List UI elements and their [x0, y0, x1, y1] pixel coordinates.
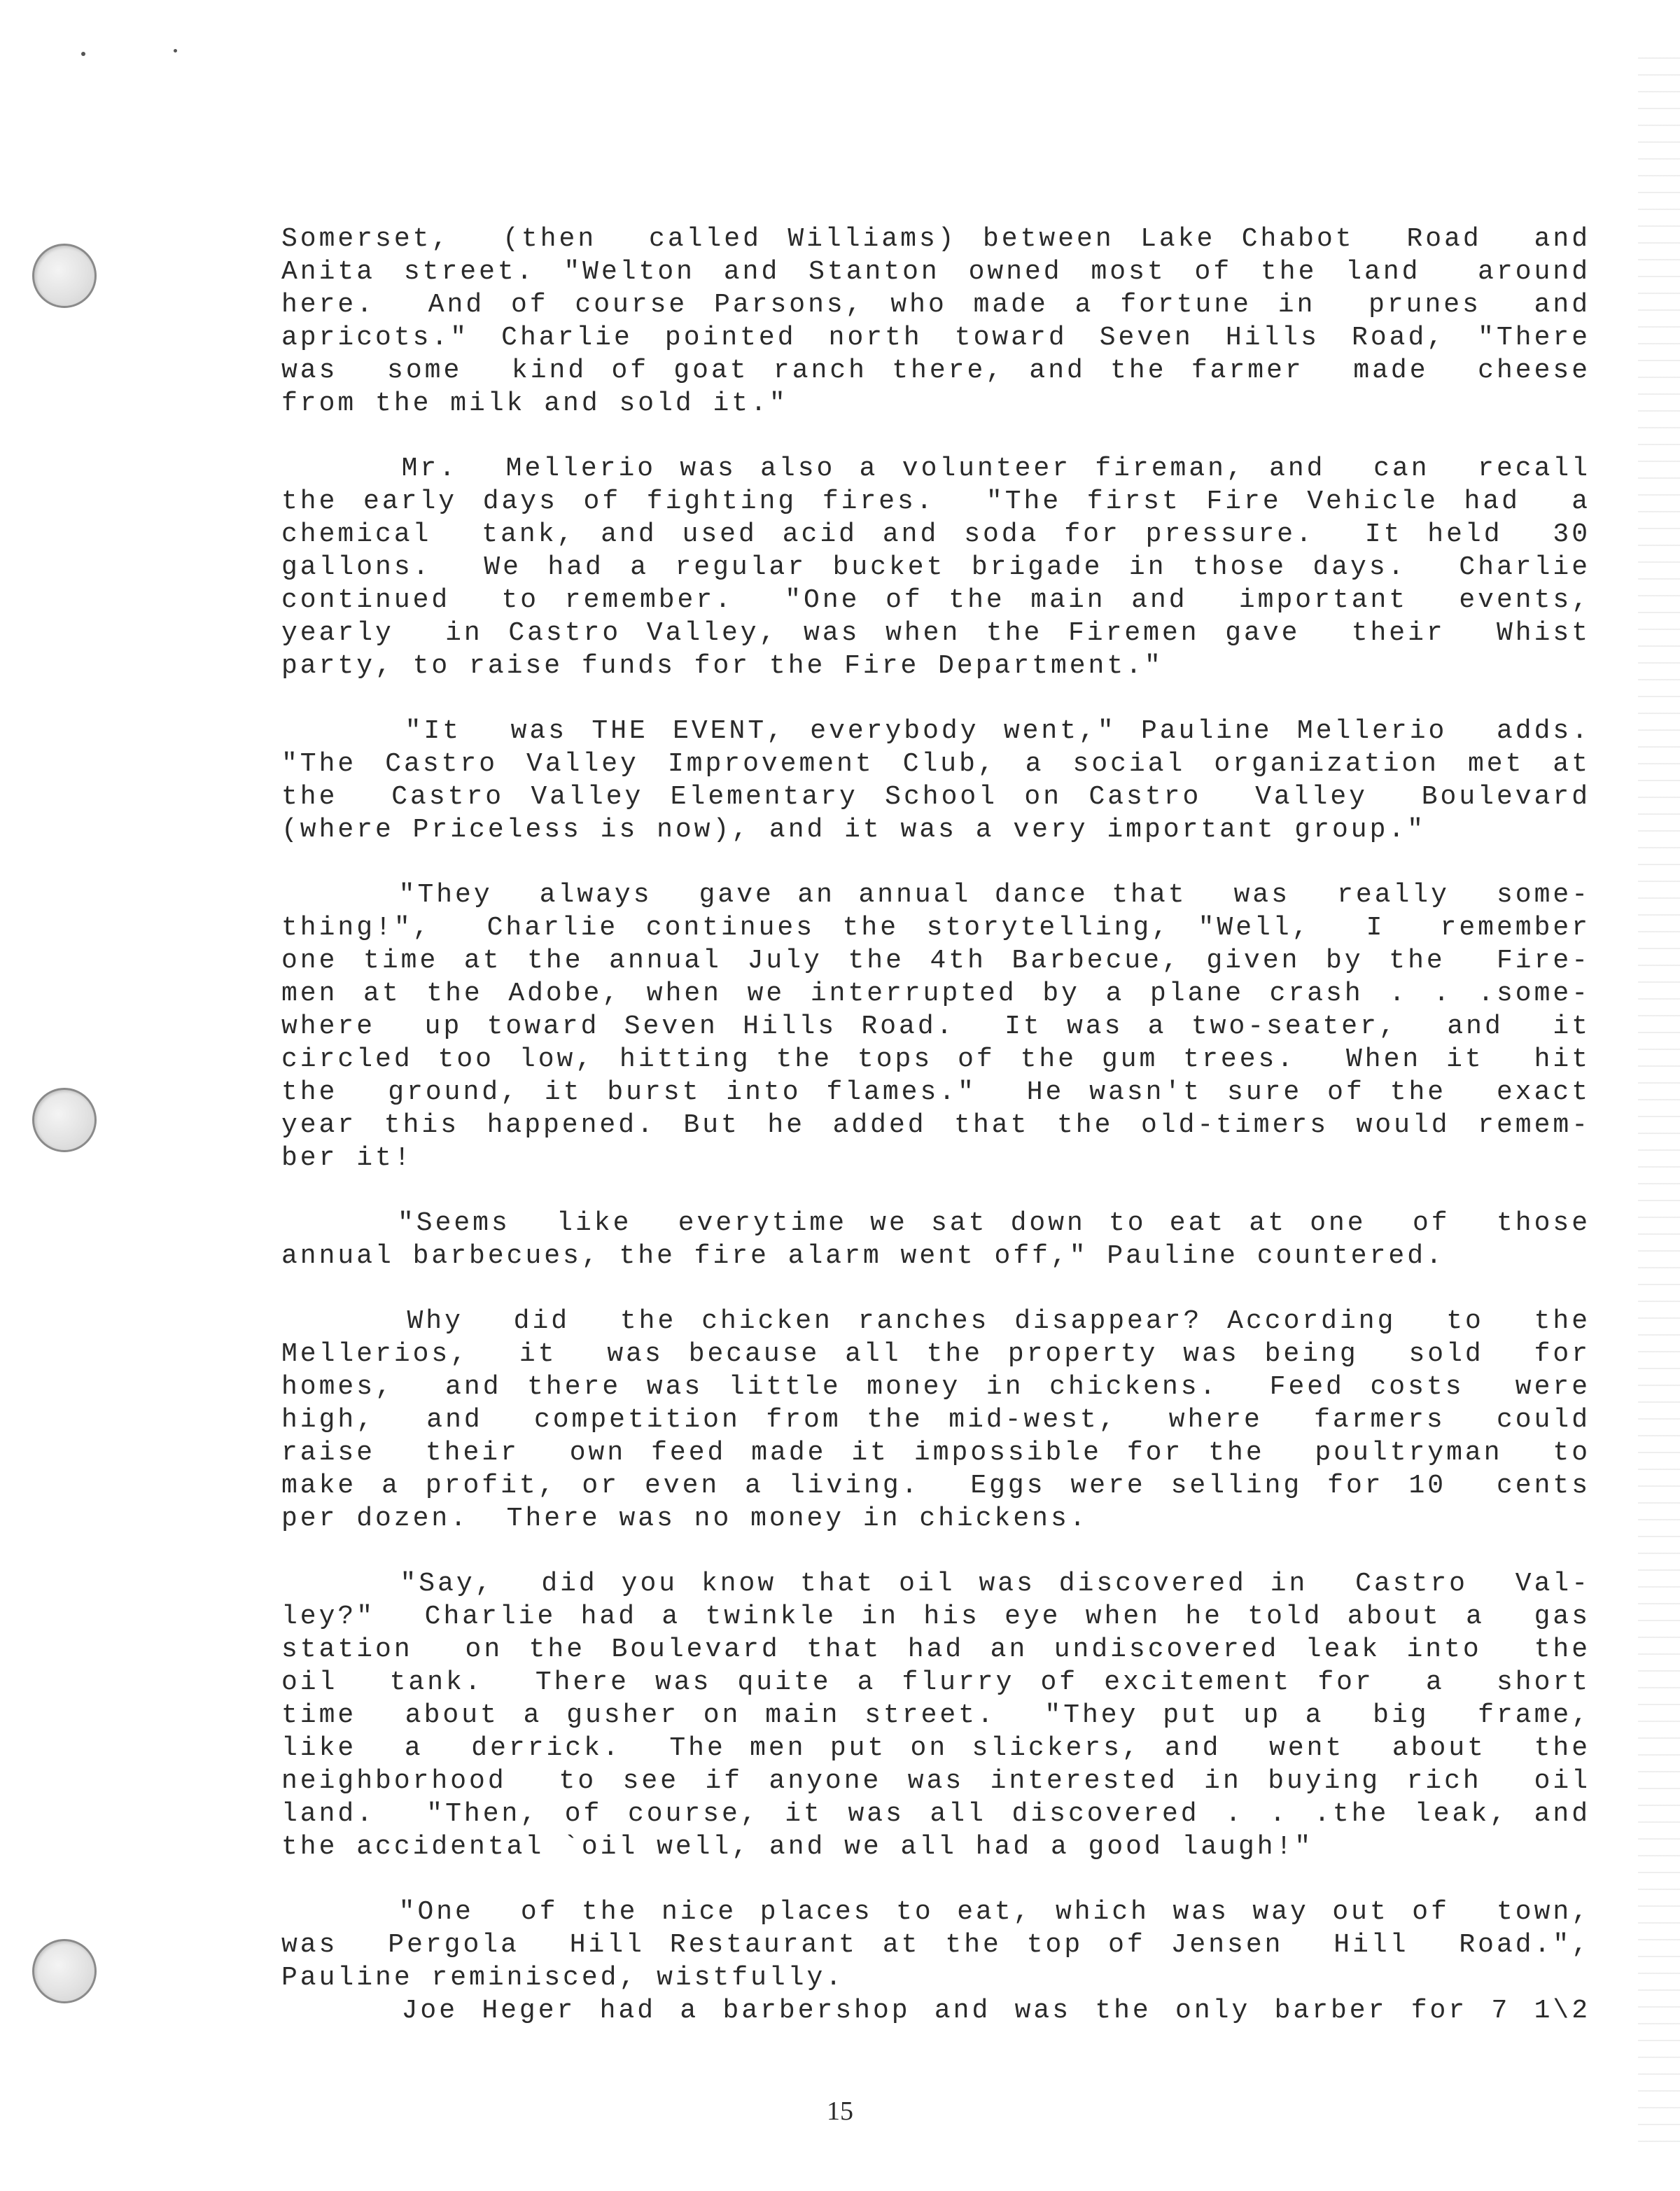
text-line: annual barbecues, the fire alarm went off," Pauline countered. — [281, 1241, 1445, 1271]
text-line: where up toward Seven Hills Road. It was a two-seater, and it — [281, 1011, 1590, 1042]
paragraph-7 — [281, 1567, 1590, 1863]
text-line: "Seems like everytime we sat down to eat at one of those — [281, 1208, 1590, 1238]
text-line: the early days of fighting fires. "The first Fire Vehicle had a — [281, 486, 1590, 517]
paragraph-5 — [281, 1207, 1590, 1273]
scan-edge-shadow — [1638, 42, 1680, 2142]
text-line: time about a gusher on main street. "They put up a big frame, — [281, 1700, 1590, 1730]
text-line: high, and competition from the mid-west, where farmers could — [281, 1405, 1590, 1435]
text-line: ber it! — [281, 1143, 413, 1173]
text-line: the Castro Valley Elementary School on Castro Valley Boulevard — [281, 782, 1590, 812]
text-line: chemical tank, and used acid and soda for pressure. It held 30 — [281, 519, 1590, 550]
text-line: per dozen. There was no money in chickens. — [281, 1504, 1088, 1534]
text-line: the ground, it burst into flames." He wasn't sure of the exact — [281, 1077, 1590, 1107]
scan-speck — [174, 49, 177, 52]
text-line: Mellerios, it was because all the property was being sold for — [281, 1339, 1590, 1369]
text-line: apricots." Charlie pointed north toward Seven Hills Road, "There — [281, 323, 1590, 353]
paragraph-6 — [281, 1305, 1590, 1535]
text-line: "One of the nice places to eat, which was way out of town, — [281, 1897, 1590, 1927]
binder-hole-middle — [32, 1088, 97, 1152]
document-body — [281, 223, 1590, 2027]
binder-hole-top — [32, 244, 97, 308]
text-line: make a profit, or even a living. Eggs were selling for 10 cents — [281, 1471, 1590, 1501]
text-line: neighborhood to see if anyone was interested in buying rich oil — [281, 1766, 1590, 1796]
paragraph-1 — [281, 223, 1590, 420]
text-line: Mr. Mellerio was also a volunteer fireman, and can recall — [281, 454, 1590, 484]
text-line: continued to remember. "One of the main and important events, — [281, 585, 1590, 615]
text-line: Joe Heger had a barbershop and was the only barber for 7 1\2 — [281, 1996, 1590, 2026]
text-line: the accidental `oil well, and we all had a good laugh!" — [281, 1832, 1314, 1862]
text-line: one time at the annual July the 4th Barbecue, given by the Fire- — [281, 946, 1590, 976]
binder-hole-bottom — [32, 1939, 97, 2003]
text-line: land. "Then, of course, it was all discovered . . .the leak, and — [281, 1799, 1590, 1829]
paragraph-3 — [281, 715, 1590, 846]
text-line: circled too low, hitting the tops of the gum trees. When it hit — [281, 1044, 1590, 1074]
text-line: oil tank. There was quite a flurry of excitement for a short — [281, 1667, 1590, 1698]
text-line: homes, and there was little money in chickens. Feed costs were — [281, 1372, 1590, 1402]
text-line: Why did the chicken ranches disappear? According to the — [281, 1306, 1590, 1336]
text-line: "It was THE EVENT, everybody went," Pauline Mellerio adds. — [281, 716, 1590, 746]
text-line: party, to raise funds for the Fire Department." — [281, 651, 1163, 681]
text-line: from the milk and sold it." — [281, 388, 788, 419]
text-line: Somerset, (then called Williams) between Lake Chabot Road and — [281, 224, 1590, 254]
text-line: Anita street. "Welton and Stanton owned most of the land around — [281, 257, 1590, 287]
paragraph-4 — [281, 878, 1590, 1175]
text-line: gallons. We had a regular bucket brigade in those days. Charlie — [281, 552, 1590, 582]
text-line: "They always gave an annual dance that was really some- — [281, 880, 1590, 910]
text-line: here. And of course Parsons, who made a fortune in prunes and — [281, 290, 1590, 320]
page-number: 15 — [827, 2096, 853, 2126]
text-line: like a derrick. The men put on slickers, and went about the — [281, 1733, 1590, 1763]
text-line: was Pergola Hill Restaurant at the top of Jensen Hill Road.", — [281, 1930, 1590, 1960]
text-line: (where Priceless is now), and it was a very important group." — [281, 815, 1427, 845]
text-line: yearly in Castro Valley, was when the Firemen gave their Whist — [281, 618, 1590, 648]
text-line: year this happened. But he added that the old-timers would remem- — [281, 1110, 1590, 1140]
text-line: ley?" Charlie had a twinkle in his eye when he told about a gas — [281, 1602, 1590, 1632]
text-line: "The Castro Valley Improvement Club, a social organization met at — [281, 749, 1590, 779]
paragraph-2 — [281, 452, 1590, 682]
text-line: raise their own feed made it impossible for the poultryman to — [281, 1438, 1590, 1468]
text-line: station on the Boulevard that had an undiscovered leak into the — [281, 1634, 1590, 1665]
text-line: men at the Adobe, when we interrupted by a plane crash . . .some- — [281, 979, 1590, 1009]
text-line: was some kind of goat ranch there, and the farmer made cheese — [281, 356, 1590, 386]
paragraph-8 — [281, 1896, 1590, 2027]
text-line: thing!", Charlie continues the storytelling, "Well, I remember — [281, 913, 1590, 943]
text-line: Pauline reminisced, wistfully. — [281, 1963, 845, 1993]
scan-speck — [81, 52, 85, 56]
text-line: "Say, did you know that oil was discovered in Castro Val- — [281, 1569, 1590, 1599]
